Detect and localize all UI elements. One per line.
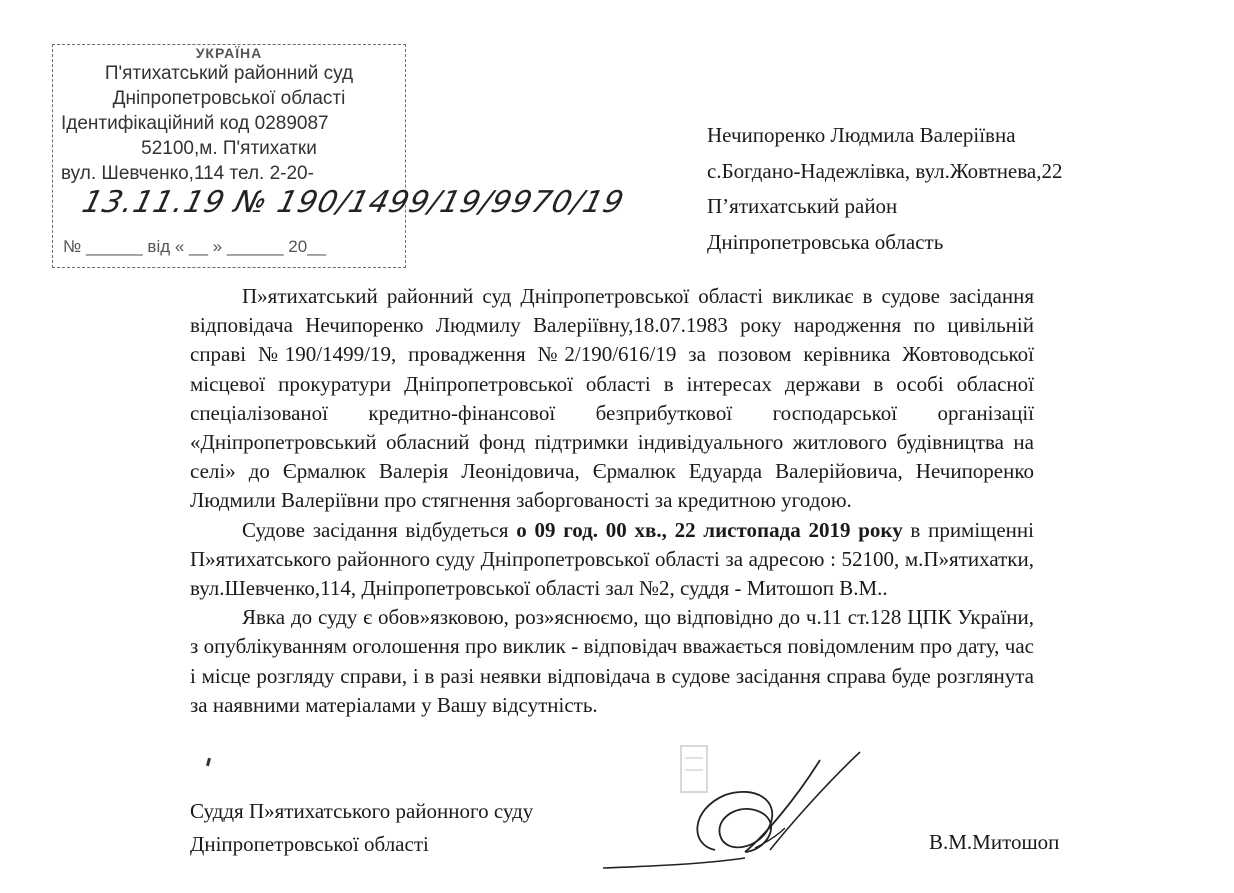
stamp-from-line: № ______ від « __ » ______ 20__ [63,237,327,256]
hearing-text-end: в приміщенні П»ятихатського районного суду Дніпропетровської області за адресою : 52100, м.П»ятихатки, вул.Шевченко,114, Дніпропетровської області зал №2, суддя - Митошоп В.М.. [190,517,1034,601]
judge-title-block [190,795,533,861]
judge-title-line1: Суддя П»ятихатського районного суду [190,799,534,823]
hearing-text-start: Судове засідання відбудеться [242,517,517,542]
stamp-court-name: П'ятихатський районний суд [104,63,354,84]
addressee-address: с.Богдано-Надежлівка, вул.Жовтнева,22 [707,158,1063,183]
stamp-court-region: Дніпропетровської області [112,88,346,109]
stamp-city: 52100,м. П'ятихатки [141,138,317,159]
addressee-region: Дніпропетровська область [707,229,944,254]
stamp-country: УКРАЇНА [195,45,263,61]
stamp-id-code: Ідентифікаційний код 0289087 [61,113,329,134]
stamp-street: вул. Шевченко,114 тел. 2-20- [61,163,314,184]
paragraph-hearing [190,516,1034,604]
paragraph-summons: П»ятихатський районний суд Дніпропетровської області викликає в судове засідання відповідача Нечипоренко Людмилу Валеріївну,18.07.1983 року народження по цивільній справі №190/1499/19, провадження №2/190/616/19 за позовом керівника Жовтоводської місцевої прокуратури Дніпропетровської області в інтересах держави в особі обласної спеціалізованої кредитно-фінансової безприбуткової господарської організації «Дніпропетровський обласний фонд підтримки індивідуального житлового будівництва на селі» до Єрмалюк Валерія Леонідовича, Єрмалюк Едуарда Валерійовича, Нечипоренко Людмили Валеріївни про стягнення заборгованості за кредитною угодою. [190,284,1034,513]
addressee-district: П’ятихатський район [707,194,898,218]
paragraph-attendance: Явка до суду є обов»язковою, роз»яснюємо, що відповідно до ч.11 ст.128 ЦПК України, з опублікуванням оголошення про виклик - відповідач вважається повідомленим про дату, час і місце розгляду справи, і в разі неявки відповідача в судове засідання справа буде розглянута за наявними матеріалами у Вашу відсутність. [190,605,1034,717]
judge-name: В.М.Митошоп [929,830,1060,854]
stamp-handwritten-number: 13.11.19 № 190/1499/19/9970/19 [78,185,628,220]
judge-title-line2: Дніпропетровської області [190,832,429,856]
court-registration-stamp [52,44,628,268]
stray-mark [206,758,211,767]
hearing-datetime: о 09 год. 00 хв., 22 листопада 2019 року [516,517,903,542]
summons-body [190,282,1034,720]
addressee-block [707,118,1062,260]
addressee-name: Нечипоренко Людмила Валеріївна [707,123,1016,147]
judge-signature-icon [595,740,895,880]
